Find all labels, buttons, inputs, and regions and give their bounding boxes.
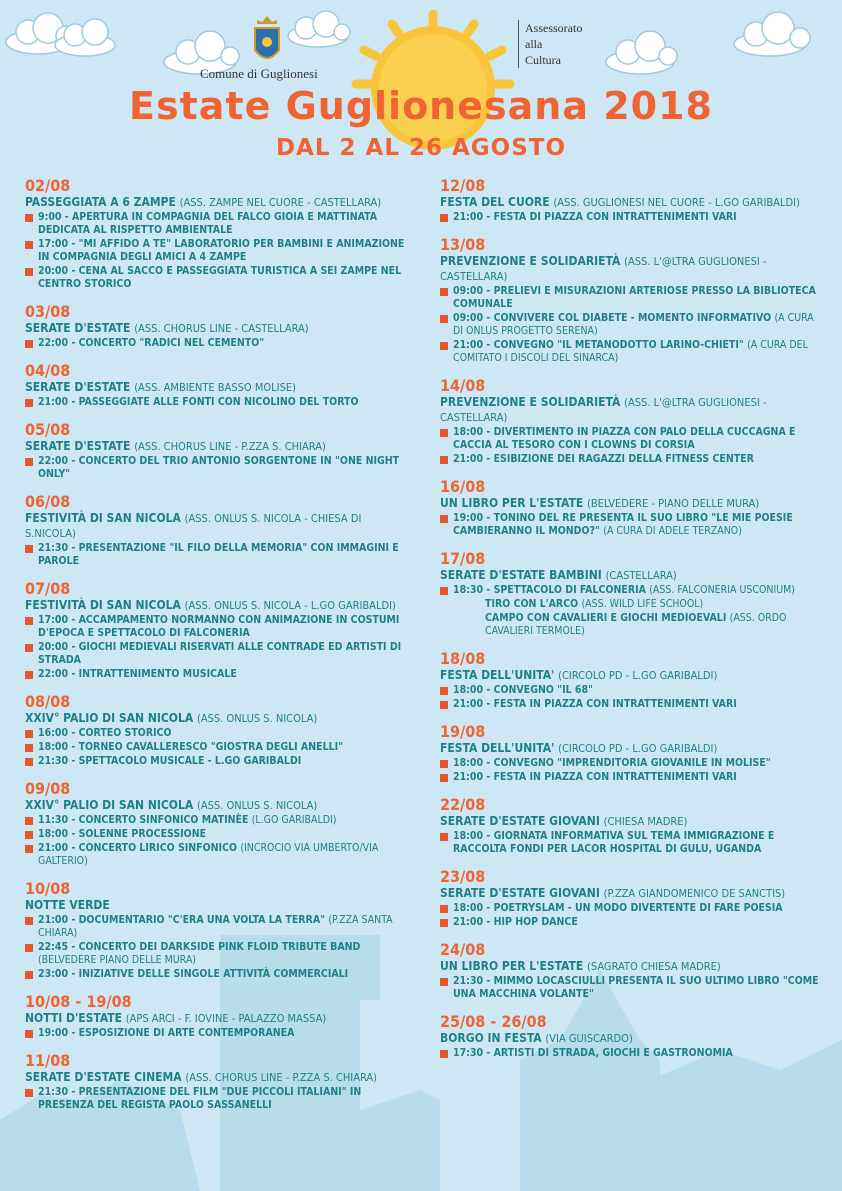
list-item: [25, 741, 405, 754]
event-date: 23/08: [440, 867, 486, 886]
event-name: NOTTI D'ESTATE: [25, 1011, 123, 1025]
event-title: [25, 439, 405, 454]
list-item: [440, 902, 825, 915]
list-item: [25, 614, 405, 640]
event-organizer: (P.ZZA SANTA CHIARA): [38, 914, 393, 939]
event-organizer: (A CURA DEL COMITATO I DISCOLI DEL SINARCA): [453, 339, 808, 364]
event-time-text: 19:00 - ESPOSIZIONE DI ARTE CONTEMPORANEA: [38, 1027, 295, 1039]
event-time-text: 18:30 - SPETTACOLO DI FALCONERIA: [453, 584, 646, 596]
list-item: [25, 941, 405, 967]
list-item: [440, 584, 825, 597]
list-item: [440, 512, 825, 538]
event-time-text: 21:00 - HIP HOP DANCE: [453, 916, 578, 928]
event-time-text: 18:00 - CONVEGNO "IL 68": [453, 684, 593, 696]
event-name: SERATE D'ESTATE BAMBINI: [440, 568, 602, 582]
list-item: [25, 968, 405, 981]
event-venue: (ASS. L'@LTRA GUGLIONESI - CASTELLARA): [440, 396, 767, 424]
page-header: [0, 0, 842, 180]
schedule-day: [25, 302, 405, 350]
event-title: [440, 668, 825, 683]
list-item: [440, 1047, 825, 1060]
event-time-text: TIRO CON L'ARCO: [485, 598, 579, 610]
event-time-text: 22:45 - CONCERTO DEI DARKSIDE PINK FLOID TRIBUTE BAND: [38, 941, 361, 953]
event-date: 02/08: [25, 176, 71, 195]
list-item: [440, 598, 825, 611]
list-item: [25, 828, 405, 841]
event-organizer: (ASS. WILD LIFE SCHOOL): [581, 598, 704, 610]
list-item: [25, 455, 405, 481]
event-time-text: 21:00 - CONVEGNO "IL METANODOTTO LARINO-CHIETI": [453, 339, 744, 351]
event-time-text: 21:30 - MIMMO LOCASCIULLI PRESENTA IL SUO ULTIMO LIBRO "COME UNA MACCHINA VOLANTE": [453, 975, 819, 1000]
event-organizer: (ASS. ORDO CAVALIERI TERMOLE): [485, 612, 787, 637]
event-organizer: (A CURA DI ONLUS PROGETTO SERENA): [453, 312, 814, 337]
event-name: SERATE D'ESTATE GIOVANI: [440, 814, 600, 828]
event-venue: (CIRCOLO PD - L.GO GARIBALDI): [558, 742, 718, 755]
assessorato-line: alla: [525, 37, 543, 51]
schedule-day: [25, 492, 405, 568]
event-title: [440, 886, 825, 901]
list-item: [25, 396, 405, 409]
event-date: 09/08: [25, 779, 71, 798]
list-item: [440, 975, 825, 1001]
event-date: 07/08: [25, 579, 71, 598]
list-item: [440, 312, 825, 338]
event-organizer: (L.GO GARIBALDI): [251, 814, 337, 826]
event-venue: (ASS. ZAMPE NEL CUORE - CASTELLARA): [179, 196, 382, 209]
event-venue: (VIA GUISCARDO): [545, 1032, 633, 1045]
event-date: 19/08: [440, 722, 486, 741]
event-title: [440, 959, 825, 974]
event-time-text: 18:00 - POETRYSLAM - UN MODO DIVERTENTE DI FARE POESIA: [453, 902, 783, 914]
list-item: [25, 755, 405, 768]
event-time-text: 21:30 - PRESENTAZIONE "IL FILO DELLA MEMORIA" CON IMMAGINI E PAROLE: [38, 542, 399, 567]
list-item: [25, 842, 405, 868]
event-time-text: 17:00 - ACCAMPAMENTO NORMANNO CON ANIMAZIONE IN COSTUMI D'EPOCA E SPETTACOLO DI FALCONERIA: [38, 614, 400, 639]
event-date: 17/08: [440, 549, 486, 568]
page-subtitle: DAL 2 AL 26 AGOSTO: [275, 135, 567, 161]
event-time-text: 21:00 - FESTA IN PIAZZA CON INTRATTENIMENTI VARI: [453, 771, 737, 783]
list-item: [440, 684, 825, 697]
event-date: 18/08: [440, 649, 486, 668]
assessorato-line: Cultura: [525, 53, 561, 67]
event-date: 24/08: [440, 940, 486, 959]
event-name: FESTA DELL'UNITA': [440, 741, 555, 755]
list-item: [440, 285, 825, 311]
schedule-day: [440, 376, 825, 466]
event-name: PREVENZIONE E SOLIDARIETÀ: [440, 395, 621, 409]
event-title: [440, 195, 825, 210]
event-name: PASSEGGIATA A 6 ZAMPE: [25, 195, 176, 209]
event-date: 08/08: [25, 692, 71, 711]
event-time-text: 17:00 - "MI AFFIDO A TE" LABORATORIO PER BAMBINI E ANIMAZIONE IN COMPAGNIA DEGLI AMICI A 4 ZAMPE: [38, 238, 405, 263]
event-date: 06/08: [25, 492, 71, 511]
event-name: NOTTE VERDE: [25, 898, 110, 912]
event-venue: (CHIESA MADRE): [603, 815, 688, 828]
schedule-day: [440, 235, 825, 365]
event-venue: (ASS. ONLUS S. NICOLA): [196, 712, 318, 725]
event-name: SERATE D'ESTATE CINEMA: [25, 1070, 182, 1084]
event-time-text: 18:00 - GIORNATA INFORMATIVA SUL TEMA IMMIGRAZIONE E RACCOLTA FONDI PER LACOR HOSPITAL DI GULU, UGANDA: [453, 830, 775, 855]
event-venue: (BELVEDERE - PIANO DELLE MURA): [586, 497, 760, 510]
event-time-text: 21:00 - FESTA IN PIAZZA CON INTRATTENIMENTI VARI: [453, 698, 737, 710]
event-title: [25, 380, 405, 395]
schedule-day: [25, 992, 405, 1040]
schedule-day: [25, 1051, 405, 1112]
list-item: [25, 727, 405, 740]
event-venue: (ASS. AMBIENTE BASSO MOLISE): [134, 381, 296, 394]
event-name: SERATE D'ESTATE: [25, 439, 131, 453]
schedule-day: [440, 940, 825, 1001]
event-time-text: 22:00 - CONCERTO DEL TRIO ANTONIO SORGENTONE IN "ONE NIGHT ONLY": [38, 455, 400, 480]
schedule-day: [440, 1012, 825, 1060]
event-title: [440, 568, 825, 583]
list-item: [25, 814, 405, 827]
event-venue: (ASS. GUGLIONESI NEL CUORE - L.GO GARIBALDI): [553, 196, 800, 209]
schedule-day: [25, 692, 405, 768]
event-date: 12/08: [440, 176, 486, 195]
schedule-day: [440, 649, 825, 711]
event-organizer: (ASS. FALCONERIA USCONIUM): [649, 584, 795, 596]
event-time-text: 18:00 - TORNEO CAVALLERESCO "GIOSTRA DEGLI ANELLI": [38, 741, 344, 753]
event-date: 05/08: [25, 420, 71, 439]
event-date: 10/08: [25, 879, 71, 898]
event-name: FESTIVITÀ DI SAN NICOLA: [25, 511, 181, 525]
event-time-text: 22:00 - CONCERTO "RADICI NEL CEMENTO": [38, 337, 265, 349]
schedule-day: [25, 779, 405, 868]
page-title: Estate Guglionesana 2018: [129, 84, 713, 128]
event-time-text: 20:00 - GIOCHI MEDIEVALI RISERVATI ALLE CONTRADE ED ARTISTI DI STRADA: [38, 641, 402, 666]
event-date: 13/08: [440, 235, 486, 254]
municipality-name: Comune di Guglionesi: [200, 66, 318, 81]
list-item: [25, 1086, 405, 1112]
event-date: 16/08: [440, 477, 486, 496]
event-time-text: 20:00 - CENA AL SACCO E PASSEGGIATA TURISTICA A SEI ZAMPE NEL CENTRO STORICO: [38, 265, 402, 290]
list-item: [440, 339, 825, 365]
event-venue: (ASS. ONLUS S. NICOLA - L.GO GARIBALDI): [184, 599, 396, 612]
event-time-text: 23:00 - INIZIATIVE DELLE SINGOLE ATTIVITÀ COMMERCIALI: [38, 968, 349, 980]
event-time-text: 21:30 - PRESENTAZIONE DEL FILM "DUE PICCOLI ITALIANI" IN PRESENZA DEL REGISTA PAOLO SASSANELLI: [38, 1086, 362, 1111]
list-item: [25, 238, 405, 264]
event-venue: (CASTELLARA): [605, 569, 677, 582]
event-venue: (ASS. L'@LTRA GUGLIONESI - CASTELLARA): [440, 255, 767, 283]
event-organizer: (INCROCIO VIA UMBERTO/VIA GALTERIO): [38, 842, 379, 867]
list-item: [440, 830, 825, 856]
event-title: [440, 254, 825, 284]
schedule-day: [440, 795, 825, 856]
event-date: 25/08 - 26/08: [440, 1012, 547, 1031]
event-title: [440, 814, 825, 829]
event-time-text: 21:00 - DOCUMENTARIO "C'ERA UNA VOLTA LA TERRA": [38, 914, 326, 926]
event-name: UN LIBRO PER L'ESTATE: [440, 496, 584, 510]
event-venue: (ASS. ONLUS S. NICOLA): [196, 799, 318, 812]
assessorato-label: [518, 20, 605, 68]
event-title: [25, 195, 405, 210]
event-title: [440, 741, 825, 756]
list-item: [440, 211, 825, 224]
schedule-day: [440, 722, 825, 784]
event-name: SERATE D'ESTATE: [25, 380, 131, 394]
event-time-text: 09:00 - PRELIEVI E MISURAZIONI ARTERIOSE PRESSO LA BIBLIOTECA COMUNALE: [453, 285, 816, 310]
event-venue: (ASS. ONLUS S. NICOLA - CHIESA DI S.NICOLA): [25, 512, 362, 540]
list-item: [25, 542, 405, 568]
event-title: [25, 321, 405, 336]
event-name: FESTIVITÀ DI SAN NICOLA: [25, 598, 181, 612]
event-name: SERATE D'ESTATE GIOVANI: [440, 886, 600, 900]
event-venue: (ASS. CHORUS LINE - CASTELLARA): [134, 322, 309, 335]
schedule-left-column: [25, 176, 405, 1123]
schedule-day: [25, 361, 405, 409]
event-organizer: (BELVEDERE PIANO DELLE MURA): [38, 954, 196, 966]
event-time-text: 16:00 - CORTEO STORICO: [38, 727, 172, 739]
schedule-day: [440, 867, 825, 929]
schedule-day: [440, 176, 825, 224]
event-name: XXIV° PALIO DI SAN NICOLA: [25, 711, 194, 725]
event-name: FESTA DEL CUORE: [440, 195, 550, 209]
event-title: [440, 496, 825, 511]
event-time-text: 18:00 - SOLENNE PROCESSIONE: [38, 828, 207, 840]
event-date: 14/08: [440, 376, 486, 395]
schedule-day: [25, 579, 405, 681]
list-item: [440, 916, 825, 929]
event-time-text: 21:00 - ESIBIZIONE DEI RAGAZZI DELLA FITNESS CENTER: [453, 453, 754, 465]
event-time-text: 18:00 - DIVERTIMENTO IN PIAZZA CON PALO DELLA CUCCAGNA E CACCIA AL TESORO CON I CLOWNS DI CORSIA: [453, 426, 796, 451]
list-item: [25, 337, 405, 350]
list-item: [440, 453, 825, 466]
event-name: SERATE D'ESTATE: [25, 321, 131, 335]
event-title: [25, 711, 405, 726]
event-name: BORGO IN FESTA: [440, 1031, 542, 1045]
list-item: [25, 914, 405, 940]
schedule-day: [440, 549, 825, 638]
event-time-text: 17:30 - ARTISTI DI STRADA, GIOCHI E GASTRONOMIA: [453, 1047, 733, 1059]
event-date: 03/08: [25, 302, 71, 321]
event-organizer: (A CURA DI ADELE TERZANO): [603, 525, 742, 537]
list-item: [25, 1027, 405, 1040]
list-item: [440, 426, 825, 452]
list-item: [440, 612, 825, 638]
event-name: XXIV° PALIO DI SAN NICOLA: [25, 798, 194, 812]
list-item: [25, 211, 405, 237]
event-time-text: 9:00 - APERTURA IN COMPAGNIA DEL FALCO GIOIA E MATTINATA DEDICATA AL RISPETTO AMBIENTALE: [38, 211, 378, 236]
event-title: [25, 598, 405, 613]
schedule-day: [25, 176, 405, 291]
list-item: [440, 771, 825, 784]
event-time-text: 11:30 - CONCERTO SINFONICO MATINÈE: [38, 814, 249, 826]
event-title: [440, 1031, 825, 1046]
event-time-text: 21:00 - CONCERTO LIRICO SINFONICO: [38, 842, 238, 854]
event-name: UN LIBRO PER L'ESTATE: [440, 959, 584, 973]
event-venue: (P.ZZA GIANDOMENICO DE SANCTIS): [603, 887, 786, 900]
event-time-text: 18:00 - CONVEGNO "IMPRENDITORIA GIOVANILE IN MOLISE": [453, 757, 771, 769]
event-title: [25, 1011, 405, 1026]
list-item: [440, 757, 825, 770]
assessorato-line: Assessorato: [525, 21, 583, 35]
event-date: 11/08: [25, 1051, 71, 1070]
event-venue: (CIRCOLO PD - L.GO GARIBALDI): [558, 669, 718, 682]
event-time-text: 19:00 - TONINO DEL RE PRESENTA IL SUO LIBRO "LE MIE POESIE CAMBIERANNO IL MONDO?": [453, 512, 793, 537]
event-venue: (SAGRATO CHIESA MADRE): [586, 960, 721, 973]
event-time-text: 09:00 - CONVIVERE COL DIABETE - MOMENTO INFORMATIVO: [453, 312, 772, 324]
event-time-text: 21:30 - SPETTACOLO MUSICALE - L.GO GARIBALDI: [38, 755, 302, 767]
event-name: PREVENZIONE E SOLIDARIETÀ: [440, 254, 621, 268]
list-item: [25, 668, 405, 681]
schedule-day: [25, 879, 405, 981]
list-item: [25, 265, 405, 291]
event-venue: (APS ARCI - F. IOVINE - PALAZZO MASSA): [125, 1012, 327, 1025]
schedule-day: [25, 420, 405, 481]
event-title: [25, 511, 405, 541]
event-title: [25, 798, 405, 813]
event-date: 10/08 - 19/08: [25, 992, 132, 1011]
schedule-day: [440, 477, 825, 538]
event-title: [440, 395, 825, 425]
event-title: [25, 898, 405, 913]
list-item: [440, 698, 825, 711]
event-venue: (ASS. CHORUS LINE - P.ZZA S. CHIARA): [134, 440, 326, 453]
event-date: 22/08: [440, 795, 486, 814]
event-venue: (ASS. CHORUS LINE - P.ZZA S. CHIARA): [185, 1071, 378, 1084]
schedule-right-column: [440, 176, 825, 1071]
list-item: [25, 641, 405, 667]
event-time-text: CAMPO CON CAVALIERI E GIOCHI MEDIOEVALI: [485, 612, 727, 624]
event-time-text: 22:00 - INTRATTENIMENTO MUSICALE: [38, 668, 237, 680]
event-time-text: 21:00 - FESTA DI PIAZZA CON INTRATTENIMENTI VARI: [453, 211, 737, 223]
event-time-text: 21:00 - PASSEGGIATE ALLE FONTI CON NICOLINO DEL TORTO: [38, 396, 359, 408]
event-title: [25, 1070, 405, 1085]
event-name: FESTA DELL'UNITA': [440, 668, 555, 682]
event-date: 04/08: [25, 361, 71, 380]
